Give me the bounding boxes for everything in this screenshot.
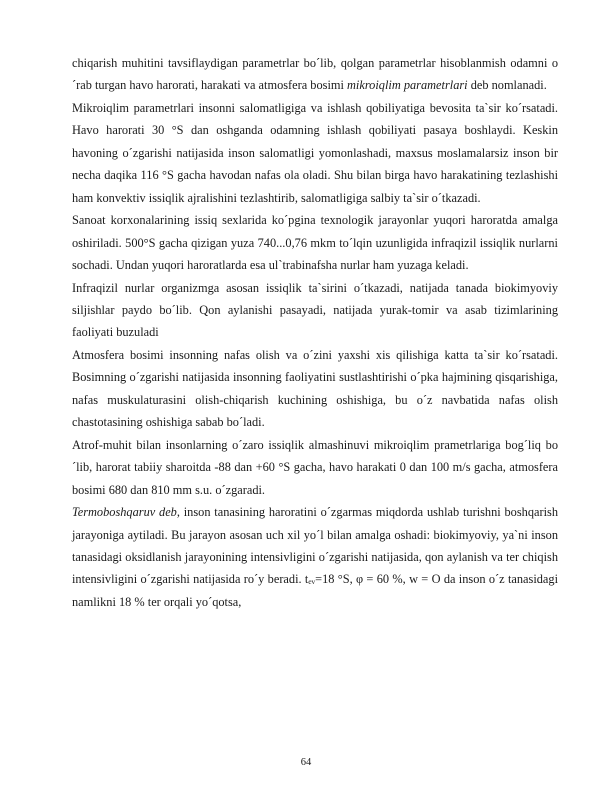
- paragraph-1-text-a: chiqarish muhitini tavsiflaydigan parametrlar bo´lib, qolgan parametrlar hisoblanmish odamni o´rab turgan havo harorati, harakati va atmosfera bosimi: [72, 56, 558, 93]
- page-number: 64: [300, 757, 312, 768]
- document-body: [72, 52, 558, 613]
- paragraph-5-text: Atmosfera bosimi insonning nafas olish va o´zini yaxshi xis qilishiga katta ta`sir ko´rsatadi. Bosimning o´zgarishi natijasida insonning faoliyatini sustlashtirishi o´pka hajmining qisqarishiga, nafas muskulaturasini olish-chiqarish kuchining oshishiga, bu o´z navbatida nafas olish chastotasining oshishiga sabab bo´ladi.: [72, 347, 558, 430]
- paragraph-3-text: Sanoat korxonalarining issiq sexlarida ko´pgina texnologik jarayonlar yuqori haroratda amalga oshiriladi. 500°S gacha qizigan yuza 740...0,76 mkm to´lqin uzunligida infraqizil issiqlik nurlarni sochadi. Undan yuqori haroratlarda esa ul`trabinafsha nurlar ham yuzaga keladi.: [72, 213, 558, 273]
- paragraph-2-text: Mikroiqlim parametrlari insonni salomatligiga va ishlash qobiliyatiga bevosita ta`sir ko´rsatadi. Havo harorati 30 °S dan oshganda odamning ishlash qobiliyati pasaya boshlaydi. Keskin havoning o´zgarishi natijasida inson salomatligi yomonlashadi, maxsus moslamalarsiz inson bir necha daqika 116 °S gacha havodan nafas ola oladi. Shu bilan birga havo harakatining tezlashishi ham konvektiv issiqlik ajralishini tezlashtirib, salomatligiga salbiy ta`sir o´tkazadi.: [72, 100, 558, 205]
- paragraph-6: [72, 434, 558, 501]
- paragraph-7-text: , inson tanasining haroratini o´zgarmas miqdorda ushlab turishni boshqarish jarayoniga aytiladi. Bu jarayon asosan uch xil yo´l bilan amalga oshadi: biokimyoviy, ya`ni inson tanasidagi oksidlanish jarayonining intensivligini o´zgarishi natijasida, qon aylanish va ter chiqish intensivligini o´zgarishi natijasida ro´y beradi. tₑᵥ=18 °S, φ = 60 %, w = O da inson o´z tanasidagi namlikni 18 % ter orqali yo´qotsa,: [72, 505, 558, 609]
- paragraph-3: [72, 209, 558, 276]
- paragraph-1: [72, 52, 558, 97]
- paragraph-1-text-b: deb nomlanadi.: [467, 78, 547, 93]
- paragraph-4: [72, 277, 558, 344]
- paragraph-7: [72, 501, 558, 613]
- paragraph-4-text: Infraqizil nurlar organizmga asosan issiqlik ta`sirini o´tkazadi, natijada tanada biokimyoviy siljishlar paydo bo´lib. Qon aylanishi pasayadi, natijada yurak-tomir va asab tizimlarining faoliyati buzuladi: [72, 280, 558, 340]
- paragraph-7-term: Termoboshqaruv deb: [72, 505, 177, 520]
- paragraph-2: [72, 97, 558, 209]
- paragraph-1-term: mikroiqlim parametrlari: [347, 78, 468, 93]
- paragraph-6-text: Atrof-muhit bilan insonlarning o´zaro issiqlik almashinuvi mikroiqlim prametrlariga bog´liq bo´lib, harorat tabiiy sharoitda -88 dan +60 °S gacha, havo harakati 0 dan 100 m/s gacha, atmosfera bosimi 680 dan 810 mm s.u. o´zgaradi.: [72, 437, 558, 497]
- paragraph-5: [72, 344, 558, 434]
